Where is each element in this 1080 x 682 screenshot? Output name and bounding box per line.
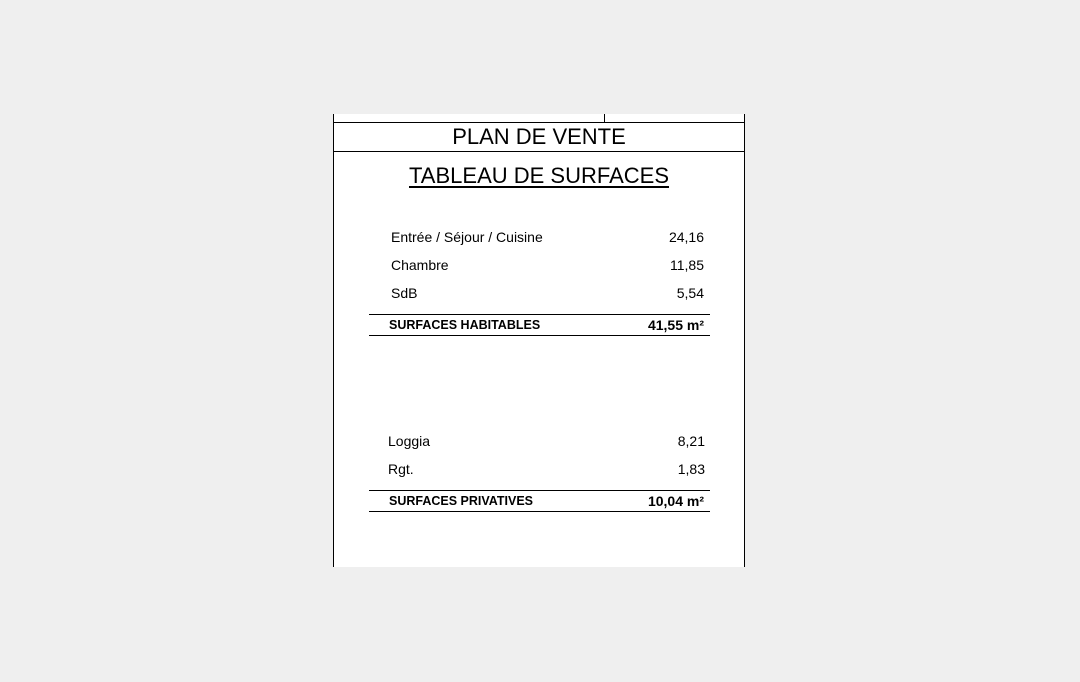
- page-divider: [604, 114, 605, 122]
- page-title: TABLEAU DE SURFACES: [409, 163, 669, 188]
- surface-row-label: Loggia: [388, 433, 431, 449]
- document-page: [333, 114, 745, 567]
- privative-total-row: [369, 490, 710, 512]
- habitable-total-row: [369, 314, 710, 336]
- habitable-total-value: 41,55 m²: [647, 317, 704, 333]
- page-header-title: PLAN DE VENTE: [452, 124, 626, 149]
- surface-row-label: Rgt.: [388, 461, 414, 477]
- surface-row-value: 24,16: [668, 229, 704, 245]
- surface-row-value: 11,85: [670, 257, 704, 273]
- surface-row-value: 5,54: [676, 285, 704, 301]
- surface-row-value: 1,83: [677, 461, 705, 477]
- surface-row-label: Chambre: [391, 257, 449, 273]
- privative-total-label: SURFACES PRIVATIVES: [389, 494, 534, 508]
- surface-row-label: Entrée / Séjour / Cuisine: [391, 229, 543, 245]
- habitable-total-label: SURFACES HABITABLES: [389, 318, 541, 332]
- page-header: [334, 122, 744, 152]
- surface-row-label: SdB: [391, 285, 418, 301]
- privative-total-value: 10,04 m²: [647, 493, 704, 509]
- surface-row-value: 8,21: [677, 433, 705, 449]
